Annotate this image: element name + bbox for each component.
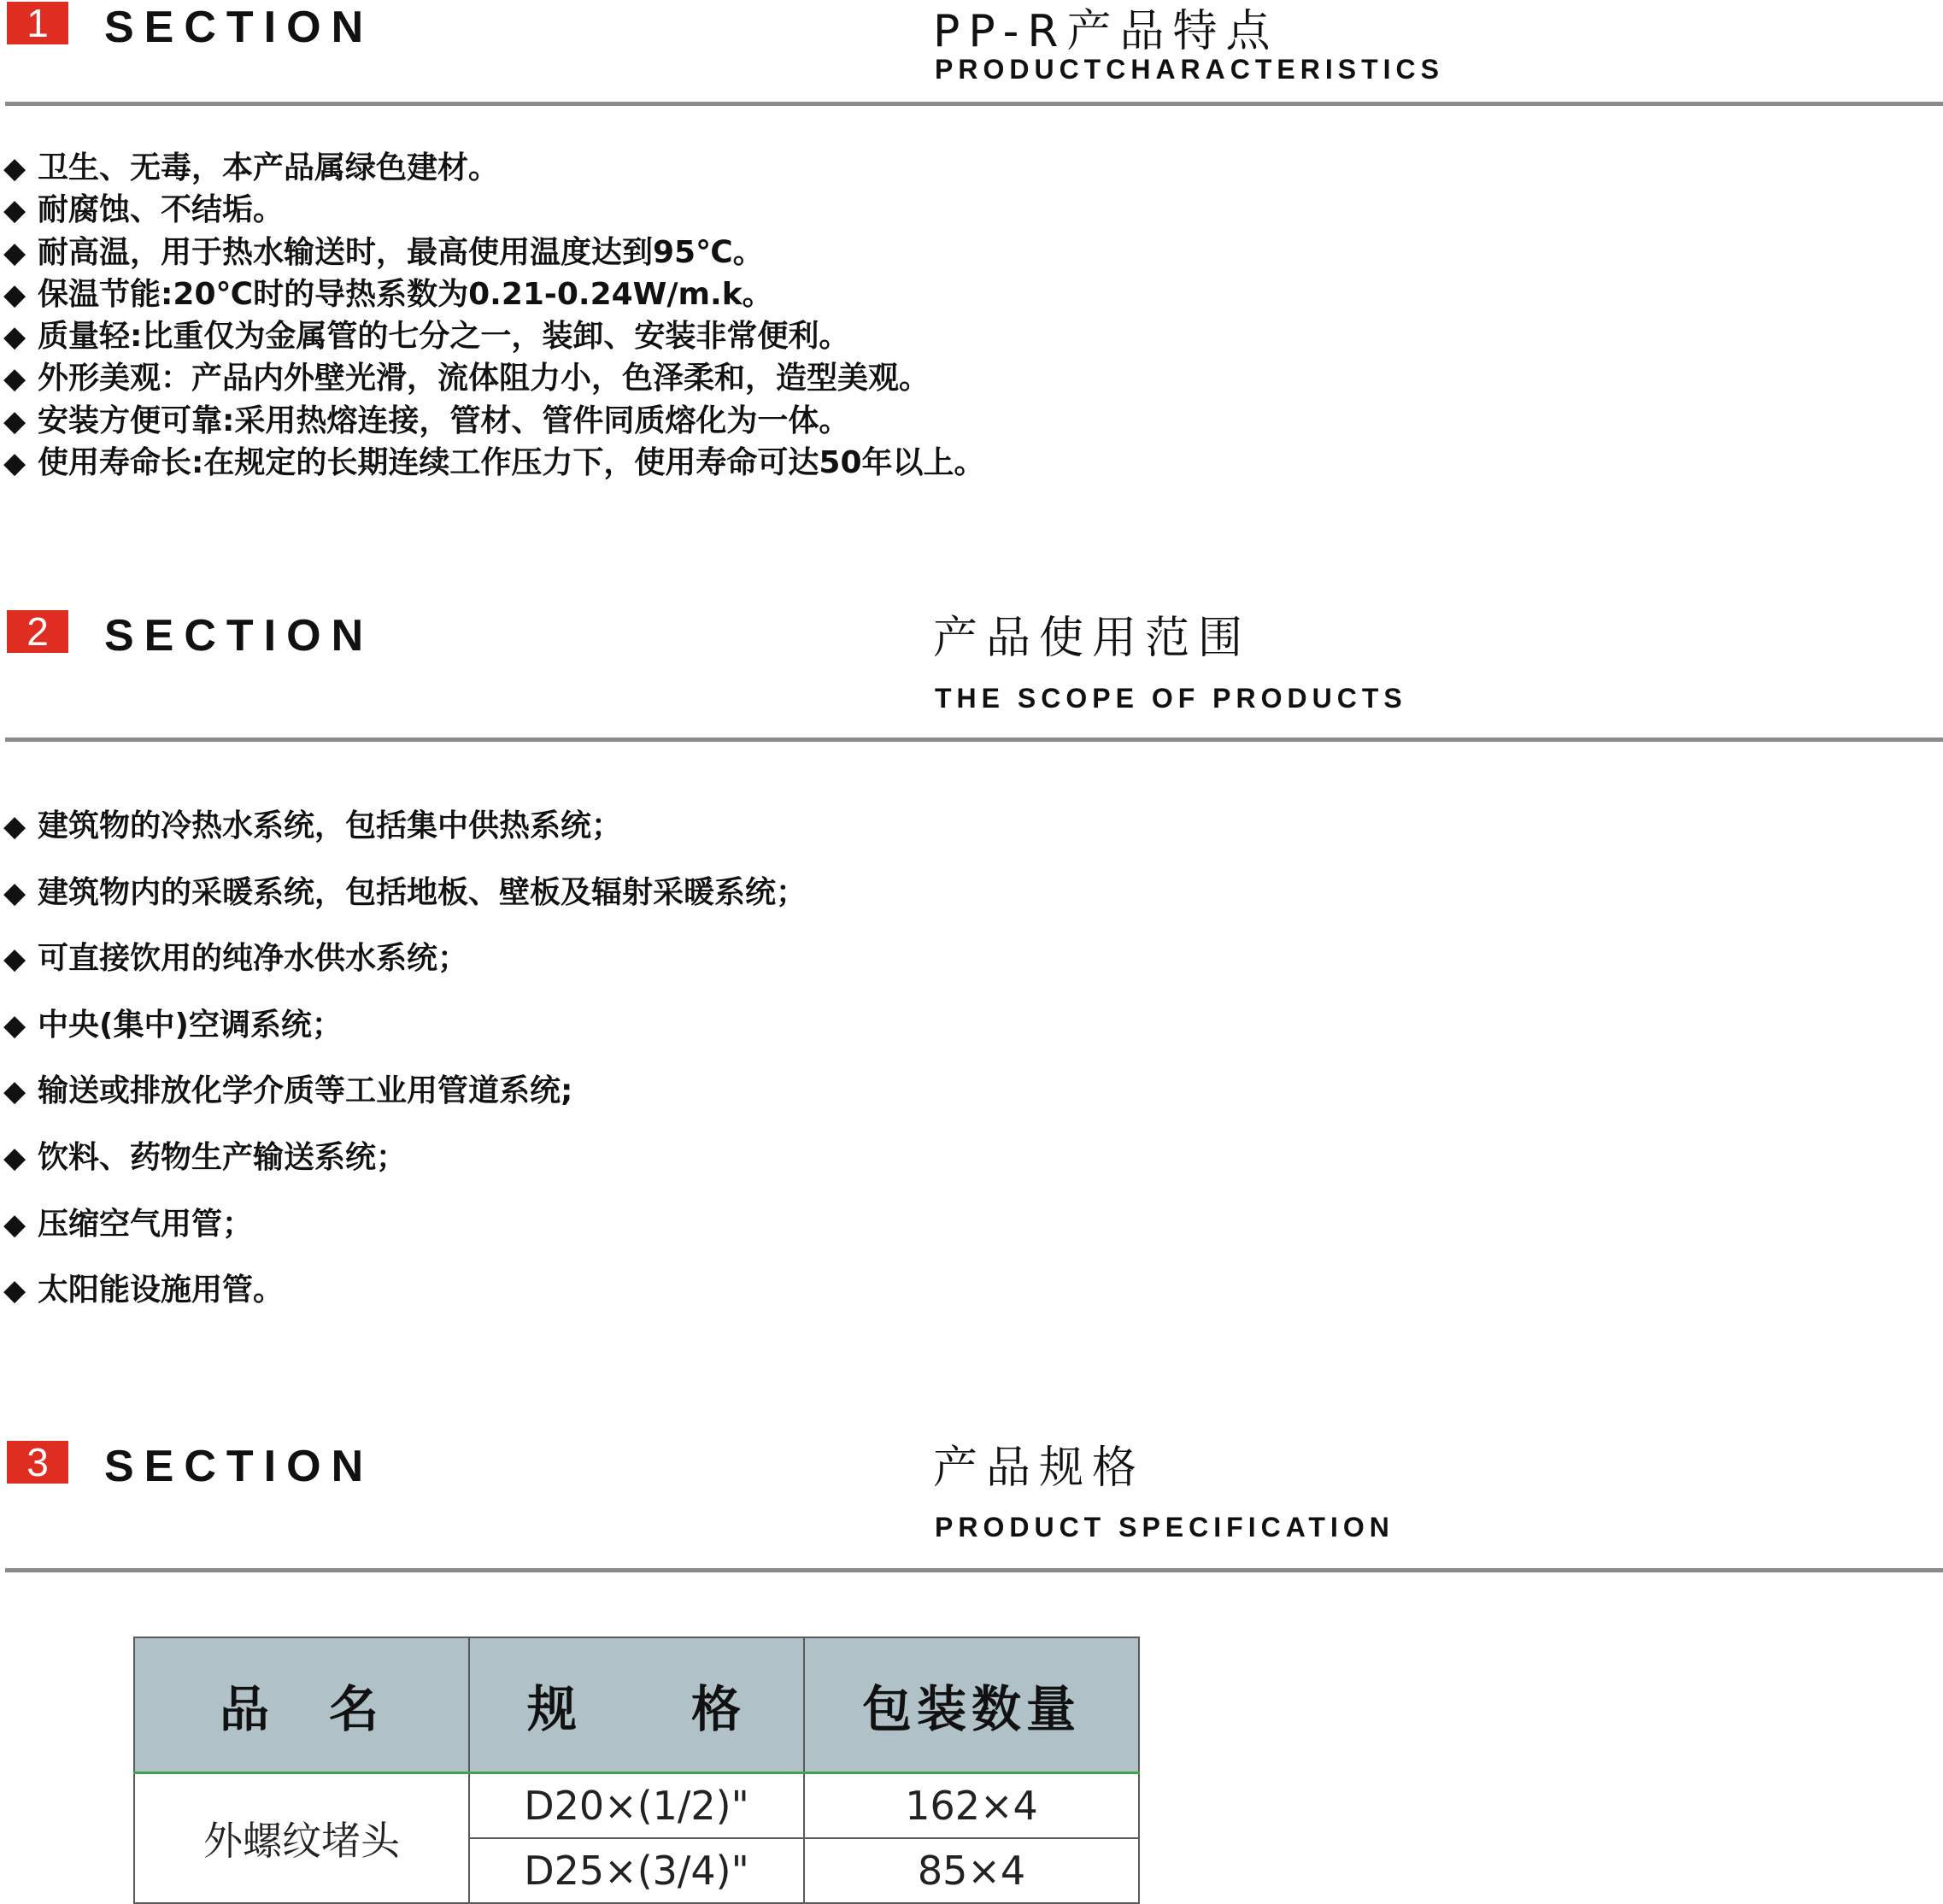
list-item: ◆ 太阳能设施用管。 bbox=[3, 1257, 807, 1324]
list-item: ◆ 使用寿命长:在规定的长期连续工作压力下，使用寿命可达50年以上。 bbox=[3, 442, 985, 484]
diamond-bullet-icon: ◆ bbox=[3, 277, 26, 312]
list-item: ◆ 可直接饮用的纯净水供水系统； bbox=[3, 926, 807, 992]
list-item: ◆ 保温节能:20℃时的导热系数为0.21-0.24W/m.k。 bbox=[3, 273, 985, 315]
spec-table bbox=[133, 1637, 1140, 1904]
table-row bbox=[134, 1773, 1139, 1839]
list-item: ◆ 耐腐蚀、不结垢。 bbox=[3, 189, 985, 231]
list-item: ◆ 安装方便可靠:采用热熔连接，管材、管件同质熔化为一体。 bbox=[3, 400, 985, 442]
qty-cell: 162×4 bbox=[804, 1773, 1139, 1839]
list-item: ◆ 建筑物内的采暖系统，包括地板、壁板及辐射采暖系统； bbox=[3, 860, 807, 926]
diamond-bullet-icon: ◆ bbox=[3, 151, 26, 185]
diamond-bullet-icon: ◆ bbox=[3, 1207, 26, 1242]
section-label: SECTION bbox=[104, 611, 374, 661]
diamond-bullet-icon: ◆ bbox=[3, 875, 26, 910]
section-divider bbox=[5, 738, 1943, 742]
spec-cell: D25×(3/4)" bbox=[469, 1838, 804, 1903]
section-title-en: PRODUCTCHARACTERISTICS bbox=[935, 54, 1444, 85]
section-divider bbox=[5, 1568, 1943, 1572]
section-title-en: THE SCOPE OF PRODUCTS bbox=[935, 683, 1407, 714]
diamond-bullet-icon: ◆ bbox=[3, 403, 26, 438]
header-packing-qty: 包装数量 bbox=[804, 1637, 1139, 1773]
diamond-bullet-icon: ◆ bbox=[3, 193, 26, 228]
section-title-cn: 产品规格 bbox=[933, 1443, 1146, 1494]
product-name-cell: 外螺纹堵头 bbox=[134, 1773, 469, 1904]
header-product-name: 品 名 bbox=[134, 1637, 469, 1773]
diamond-bullet-icon: ◆ bbox=[3, 446, 26, 481]
section-number-badge: 2 bbox=[7, 610, 68, 653]
diamond-bullet-icon: ◆ bbox=[3, 1074, 26, 1109]
list-item: ◆ 外形美观：产品内外壁光滑，流体阻力小，色泽柔和，造型美观。 bbox=[3, 357, 985, 399]
characteristics-list bbox=[3, 147, 985, 484]
section-number-badge: 1 bbox=[7, 2, 68, 44]
section-title-cn: 产品使用范围 bbox=[933, 613, 1252, 664]
diamond-bullet-icon: ◆ bbox=[3, 1273, 26, 1308]
spec-cell: D20×(1/2)" bbox=[469, 1773, 804, 1839]
list-item: ◆ 输送或排放化学介质等工业用管道系统; bbox=[3, 1058, 807, 1125]
section-label: SECTION bbox=[104, 3, 374, 52]
header-spec: 规 格 bbox=[469, 1637, 804, 1773]
qty-cell: 85×4 bbox=[804, 1838, 1139, 1903]
diamond-bullet-icon: ◆ bbox=[3, 235, 26, 270]
diamond-bullet-icon: ◆ bbox=[3, 1140, 26, 1175]
list-item: ◆ 饮料、药物生产输送系统； bbox=[3, 1125, 807, 1191]
diamond-bullet-icon: ◆ bbox=[3, 320, 26, 355]
list-item: ◆ 耐高温，用于热水输送时，最高使用温度达到95℃。 bbox=[3, 232, 985, 273]
table-header-row bbox=[134, 1637, 1139, 1773]
section-title-cn: PP-R产品特点 bbox=[933, 6, 1279, 57]
section-divider bbox=[5, 102, 1943, 106]
diamond-bullet-icon: ◆ bbox=[3, 809, 26, 843]
list-item: ◆ 建筑物的冷热水系统，包括集中供热系统； bbox=[3, 793, 807, 860]
list-item: ◆ 卫生、无毒，本产品属绿色建材。 bbox=[3, 147, 985, 189]
list-item: ◆ 中央(集中)空调系统； bbox=[3, 992, 807, 1059]
list-item: ◆ 质量轻:比重仅为金属管的七分之一，装卸、安装非常便利。 bbox=[3, 315, 985, 357]
section-label: SECTION bbox=[104, 1442, 374, 1491]
list-item: ◆ 压缩空气用管； bbox=[3, 1191, 807, 1258]
diamond-bullet-icon: ◆ bbox=[3, 942, 26, 977]
scope-list bbox=[3, 793, 807, 1324]
diamond-bullet-icon: ◆ bbox=[3, 361, 26, 397]
section-number-badge: 3 bbox=[7, 1441, 68, 1484]
section-title-en: PRODUCT SPECIFICATION bbox=[935, 1512, 1394, 1543]
diamond-bullet-icon: ◆ bbox=[3, 1008, 26, 1043]
